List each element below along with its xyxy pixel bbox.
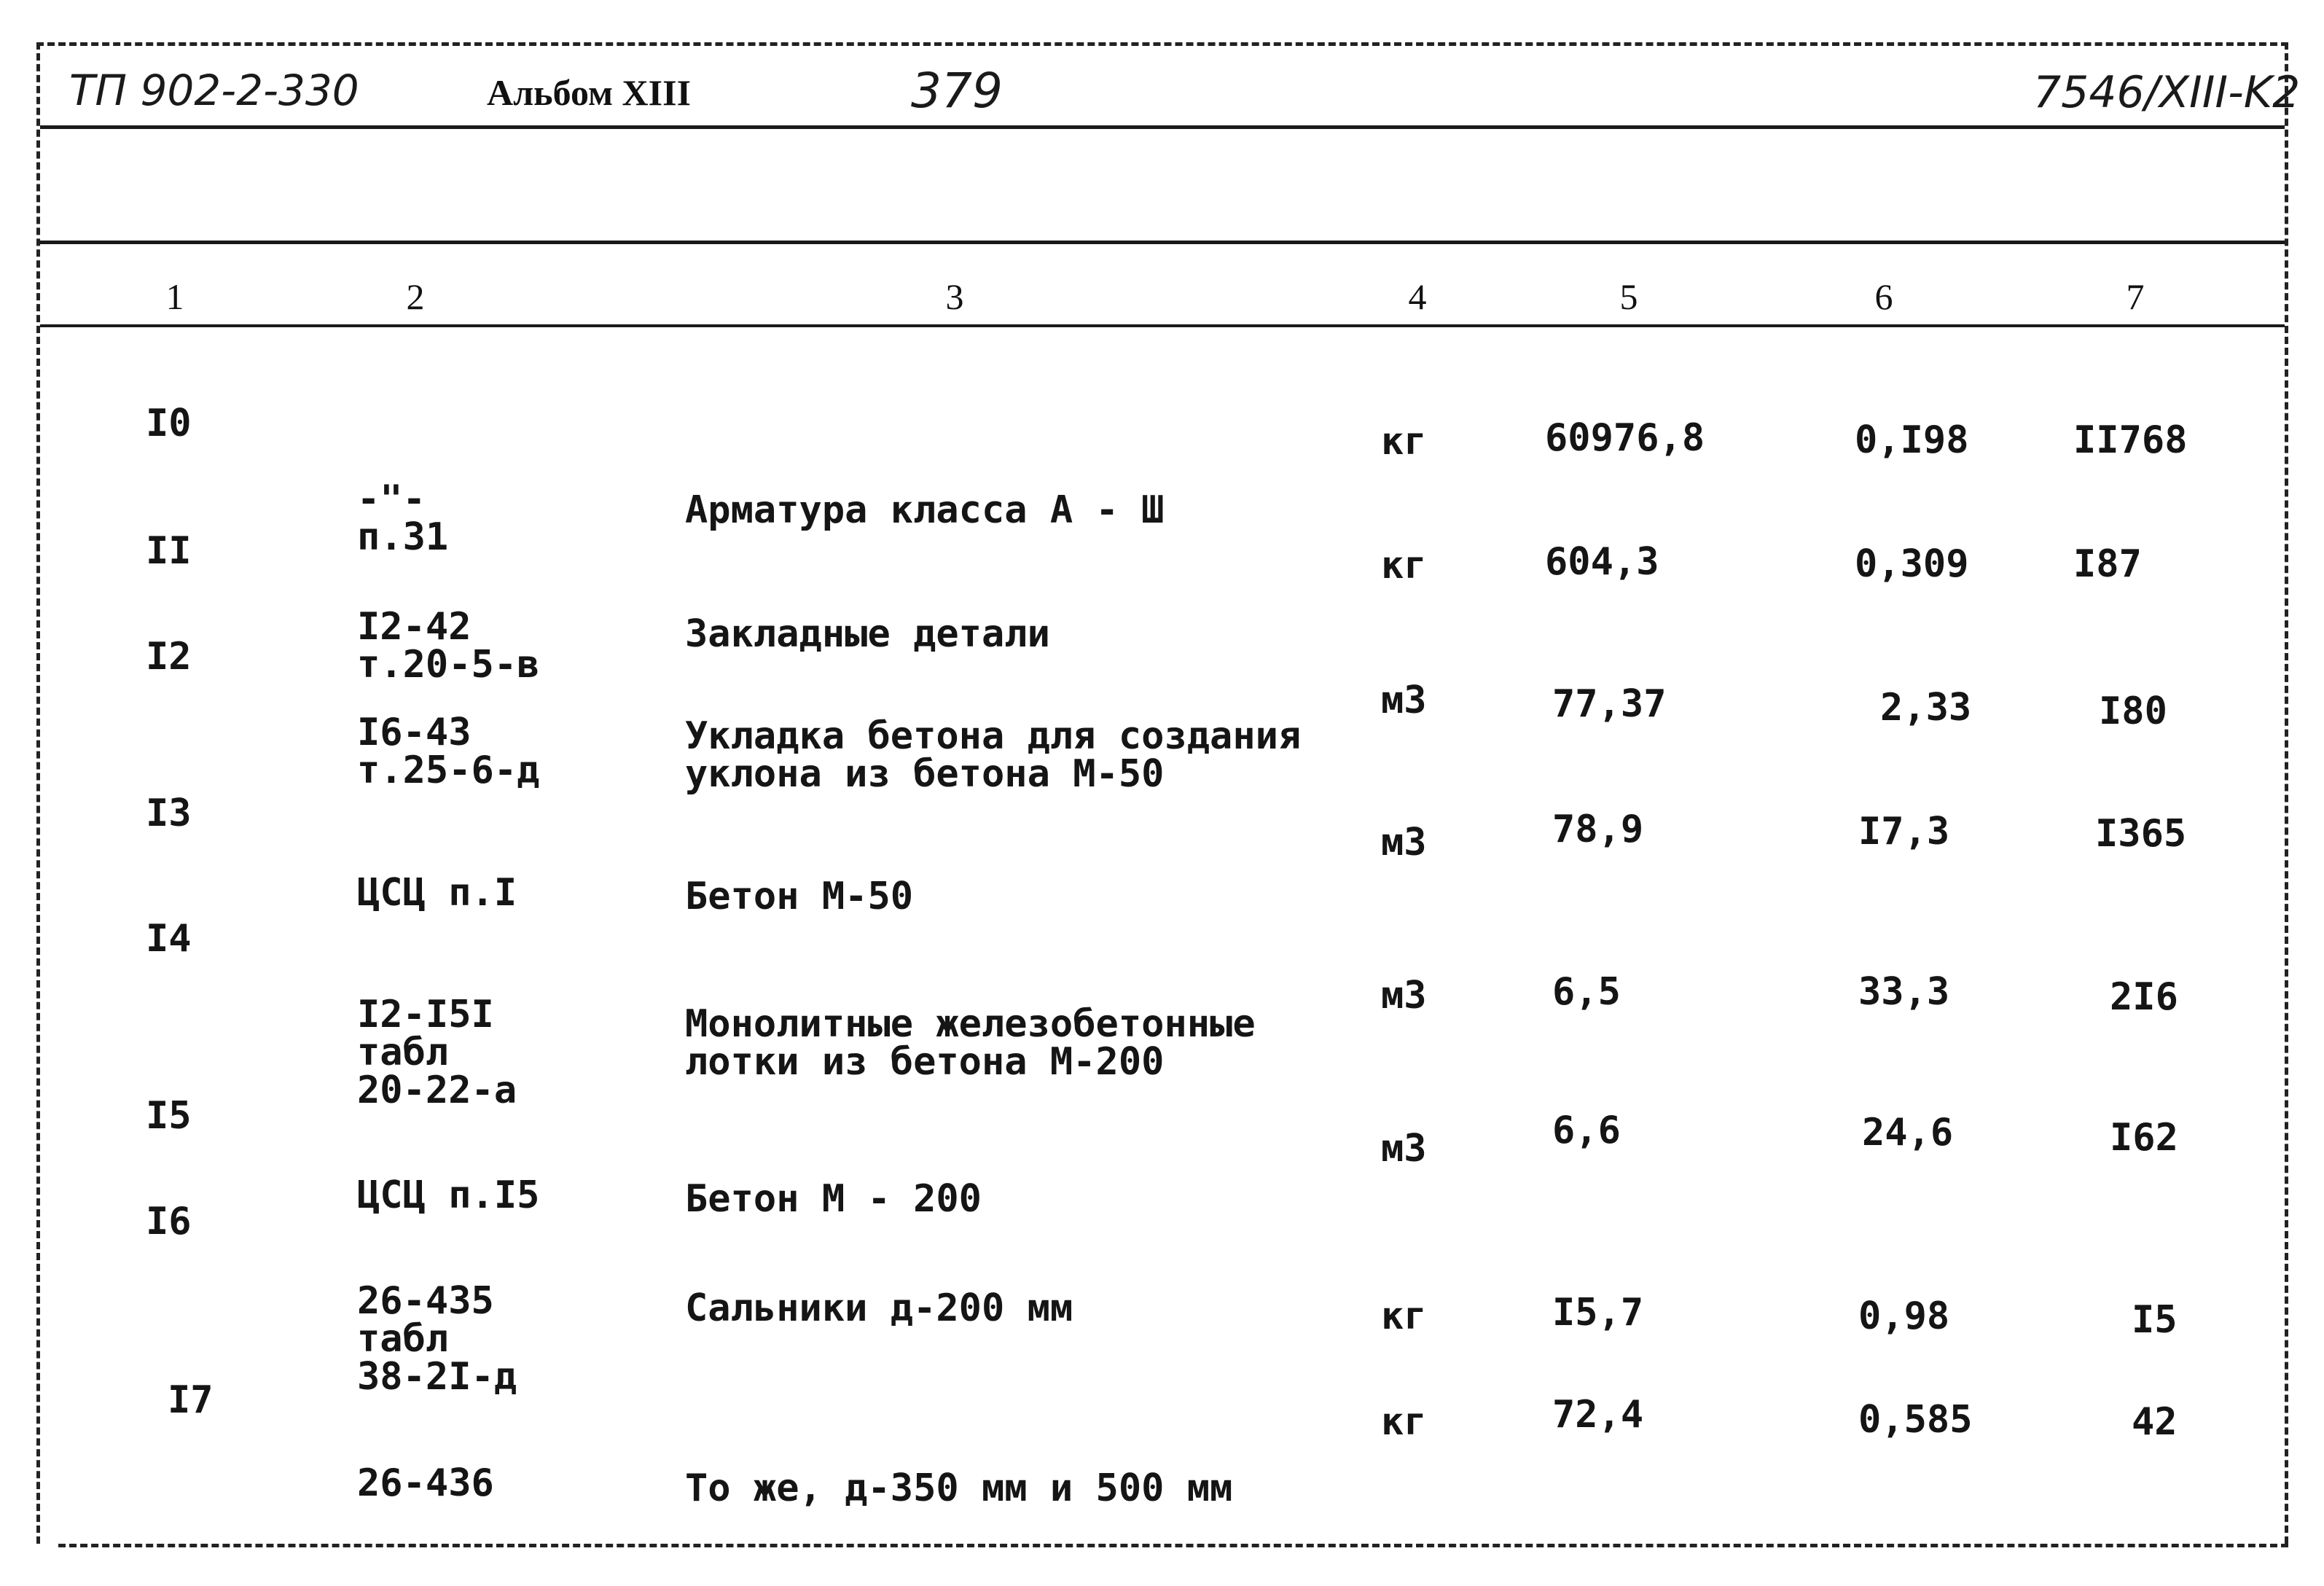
quantity: 78,9 [1552,808,1644,851]
row-number: I4 [146,917,192,961]
norm-reference: 26-435 табл 38-2I-д [357,1279,517,1399]
total-cost: I62 [2110,1116,2178,1160]
unit: м3 [1381,974,1427,1017]
norm-reference: I2-I5I табл 20-22-а [357,993,517,1112]
document-code: 7546/XIII-K2 [2033,67,2301,118]
quantity: 77,37 [1552,682,1667,726]
unit: кг [1381,1400,1427,1444]
unit-cost: 33,3 [1858,970,1950,1014]
row-number: I2 [146,635,192,679]
column-number-3: 3 [945,276,964,317]
work-description: Арматура класса А - Ш [685,488,1165,532]
total-cost: I365 [2095,812,2187,856]
column-number-4: 4 [1408,276,1427,317]
unit-cost: 2,33 [1880,686,1972,730]
norm-reference: ЦСЦ п.I [357,871,517,915]
total-cost: 2I6 [2110,975,2178,1019]
total-cost: I80 [2099,690,2167,733]
quantity: 604,3 [1545,540,1659,584]
column-number-6: 6 [1874,276,1893,317]
unit-cost: 0,I98 [1855,418,1969,462]
work-description: Укладка бетона для создания уклона из бетона М-50 [685,714,1302,796]
unit-cost: 24,6 [1862,1111,1954,1155]
album-label: Альбом XIII [487,72,692,113]
quantity: 72,4 [1552,1393,1644,1437]
frame-right-border [2285,42,2288,1544]
unit: м3 [1381,1127,1427,1171]
quantity: 6,6 [1552,1109,1621,1152]
unit: кг [1381,544,1427,587]
unit: м3 [1381,679,1427,722]
row-number: I0 [146,402,192,445]
work-description: Сальники д-200 мм [685,1286,1073,1330]
norm-reference: -"- п.31 [357,477,449,559]
unit-cost: 0,309 [1855,542,1969,586]
unit-cost: 0,585 [1858,1398,1973,1442]
table-top-rule [40,241,2285,244]
row-number: I7 [168,1378,214,1422]
norm-reference: 26-436 [357,1461,494,1505]
unit: кг [1381,420,1427,464]
row-number: I5 [146,1094,192,1138]
quantity: 6,5 [1552,970,1621,1014]
page-number: 379 [911,63,1003,119]
column-number-1: 1 [165,276,184,317]
frame-top-border [36,42,2288,46]
column-number-7: 7 [2126,276,2145,317]
header-rule [40,125,2285,129]
work-description: То же, д-350 мм и 500 мм [685,1466,1233,1510]
unit-cost: 0,98 [1858,1294,1950,1338]
unit: кг [1381,1294,1427,1338]
work-description: Закладные детали [685,612,1050,656]
norm-reference: I6-43 т.25-6-д [357,711,540,792]
work-description: Монолитные железобетонные лотки из бетона М-200 [685,1002,1256,1084]
project-code: ТП 902-2-330 [69,66,359,115]
frame-left-border [36,42,40,1544]
work-description: Бетон М-50 [685,875,914,918]
unit-cost: I7,3 [1858,810,1950,853]
total-cost: I87 [2073,542,2142,586]
column-header-rule [40,324,2285,327]
quantity: I5,7 [1552,1291,1644,1335]
row-number: II [146,529,192,573]
column-number-2: 2 [406,276,425,317]
column-number-5: 5 [1619,276,1638,317]
row-number: I3 [146,792,192,835]
work-description: Бетон М - 200 [685,1177,982,1221]
total-cost: I5 [2132,1298,2178,1342]
total-cost: 42 [2132,1400,2178,1444]
row-number: I6 [146,1200,192,1243]
norm-reference: I2-42 т.20-5-в [357,605,540,687]
quantity: 60976,8 [1545,416,1705,460]
norm-reference: ЦСЦ п.I5 [357,1173,540,1217]
unit: м3 [1381,821,1427,864]
total-cost: II768 [2073,418,2188,462]
